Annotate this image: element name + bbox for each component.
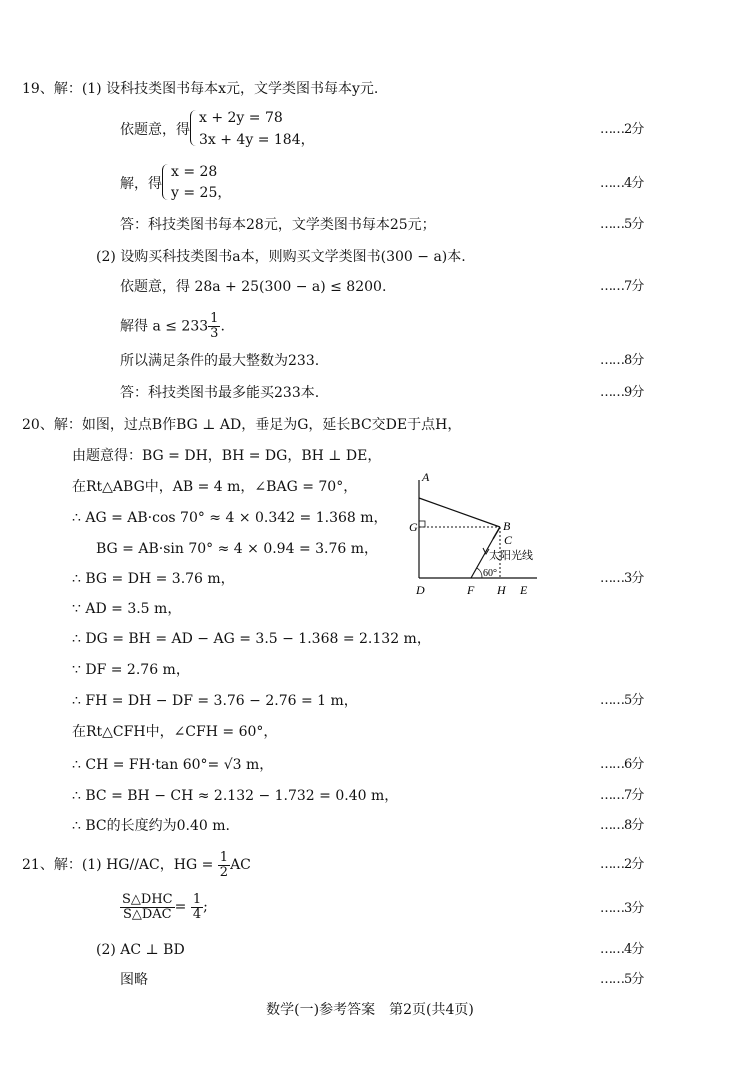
- q20-line-11: ∴ CH = FH·tan 60°= √3 m，: [72, 757, 274, 773]
- q21-ratio-value-den: 4: [192, 906, 202, 922]
- score-9: ……9分: [600, 385, 644, 400]
- q19-solution-brace: [162, 164, 169, 200]
- fig-label-B: B: [503, 519, 511, 533]
- score-2: ……2分: [600, 122, 644, 137]
- q19-solution-intro: 解，得: [120, 176, 162, 192]
- fig-label-E: E: [520, 583, 528, 597]
- q19-max-integer: 所以满足条件的最大整数为233.: [120, 353, 320, 369]
- fig-label-A: A: [422, 470, 430, 484]
- score-8b: ……8分: [600, 818, 644, 833]
- q19-solve: [120, 312, 225, 341]
- page-footer: 数学(一)参考答案 第2页(共4页): [266, 1002, 474, 1018]
- q20-line-4: BG = AB·sin 70° ≈ 4 × 0.94 = 3.76 m，: [96, 541, 379, 557]
- fig-right-angle-G: [419, 521, 425, 527]
- q21-head-end: AC: [230, 857, 251, 873]
- score-7: ……7分: [600, 279, 644, 294]
- fig-label-D: D: [416, 583, 425, 597]
- q20-line-5: ∴ BG = DH = 3.76 m，: [72, 571, 235, 587]
- score-7b: ……7分: [600, 788, 644, 803]
- q20-head: 20、解：如图，过点B作BG ⊥ AD，垂足为G，延长BC交DE于点H，: [22, 417, 462, 433]
- q21-ratio-num: S△DHC: [122, 891, 173, 907]
- fig-angle-arc: [477, 568, 482, 578]
- q21-ratio-fraction: [120, 893, 175, 922]
- fig-label-F: F: [467, 583, 475, 597]
- q20-line-13: ∴ BC的长度约为0.40 m.: [72, 818, 230, 834]
- q21-ratio-den: S△DAC: [122, 906, 172, 922]
- q21-head-den: 2: [219, 864, 229, 880]
- q19-system-brace: [190, 110, 197, 146]
- q20-line-9: ∴ FH = DH − DF = 3.76 − 2.76 = 1 m，: [72, 693, 358, 709]
- fig-label-sun: 太阳光线: [489, 549, 533, 562]
- q19-solve-text: 解得 a ≤ 233: [120, 318, 209, 335]
- fig-label-G: G: [409, 520, 418, 534]
- fig-label-H: H: [497, 583, 506, 597]
- q21-ratio-eq: =: [174, 899, 191, 915]
- fig-segment-AB: [419, 498, 500, 527]
- fig-label-C: C: [504, 533, 513, 547]
- q21-ratio: [120, 892, 208, 922]
- q21-head-text: 21、解：(1) HG//AC，HG =: [22, 857, 218, 873]
- q21-head-fraction: [218, 851, 230, 880]
- score-3b: ……3分: [600, 901, 644, 916]
- fig-label-angle: 60°: [483, 568, 497, 579]
- q19-system-eq2: 3x + 4y = 184，: [199, 132, 315, 148]
- score-3: ……3分: [600, 571, 644, 586]
- fig-segment-BC: [493, 527, 500, 539]
- q19-answer-2: 答：科技类图书最多能买233本.: [120, 385, 320, 401]
- q19-solution-y: y = 25，: [171, 185, 232, 201]
- q20-line-6: ∵ AD = 3.5 m，: [72, 601, 182, 617]
- q21-head-num: 1: [219, 849, 229, 865]
- score-5c: ……5分: [600, 972, 644, 987]
- q20-line-10: 在Rt△CFH中，∠CFH = 60°，: [72, 724, 278, 740]
- score-5: ……5分: [600, 217, 644, 232]
- q21-head: [22, 850, 251, 880]
- q20-line-7: ∴ DG = BH = AD − AG = 3.5 − 1.368 = 2.132 m，: [72, 631, 431, 647]
- q19-inequality: 依题意，得 28a + 25(300 − a) ≤ 8200.: [120, 279, 387, 295]
- score-5b: ……5分: [600, 693, 644, 708]
- q19-system-intro: 依题意，得: [120, 122, 190, 138]
- q19-answer-1: 答：科技类图书每本28元，文学类图书每本25元；: [120, 217, 436, 233]
- q21-figure-omitted: 图略: [120, 972, 148, 988]
- score-6: ……6分: [600, 757, 644, 772]
- q20-line-12: ∴ BC = BH − CH ≈ 2.132 − 1.732 = 0.40 m，: [72, 788, 399, 804]
- q19-solution-x: x = 28: [171, 164, 218, 180]
- q19-solve-den: 3: [210, 326, 219, 341]
- score-4b: ……4分: [600, 942, 644, 957]
- q19-solve-fraction: [208, 312, 220, 341]
- q19-solve-num: 1: [210, 311, 219, 326]
- q20-line-8: ∵ DF = 2.76 m，: [72, 662, 190, 678]
- score-4: ……4分: [600, 176, 644, 191]
- q20-line-1: 由题意得：BG = DH，BH = DG，BH ⊥ DE，: [72, 448, 382, 464]
- q19-head: 19、解：(1) 设科技类图书每本x元，文学类图书每本y元.: [22, 81, 379, 97]
- score-2b: ……2分: [600, 857, 644, 872]
- q20-figure: [405, 470, 550, 600]
- q21-ratio-end: ;: [203, 899, 208, 915]
- q19-part2-head: (2) 设购买科技类图书a本，则购买文学类图书(300 − a)本.: [96, 249, 466, 265]
- q21-ratio-value: [191, 893, 203, 922]
- q19-solve-end: .: [220, 318, 225, 335]
- q20-line-3: ∴ AG = AB·cos 70° ≈ 4 × 0.342 = 1.368 m，: [72, 510, 388, 526]
- q19-system-eq1: x + 2y = 78: [199, 110, 283, 126]
- q20-line-2: 在Rt△ABG中，AB = 4 m，∠BAG = 70°，: [72, 479, 358, 495]
- score-8: ……8分: [600, 353, 644, 368]
- q21-ratio-value-num: 1: [192, 891, 202, 907]
- q21-part2: (2) AC ⊥ BD: [96, 942, 185, 958]
